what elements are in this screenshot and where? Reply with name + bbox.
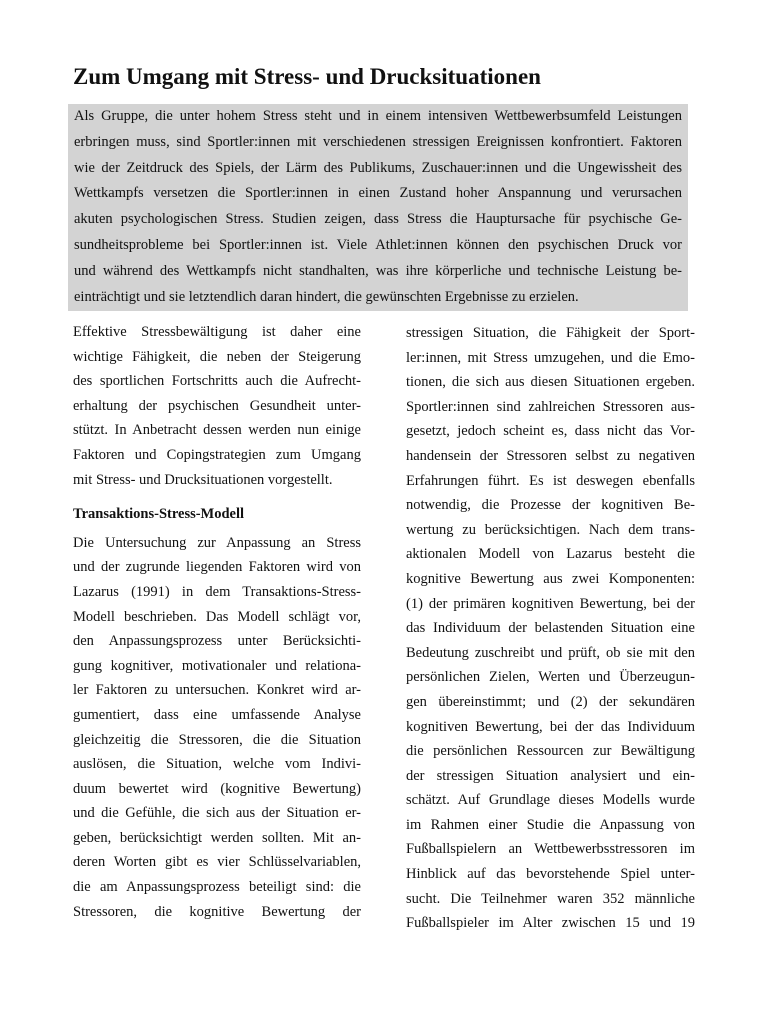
abstract-box: [68, 104, 688, 311]
abstract-line: und während des Wettkampfs nicht standhalten, was ihre körperliche und technische Leistung be-: [74, 262, 682, 279]
abstract-line: erbringen muss, sind Sportler:innen mit verschiedenen stressigen Ereignissen konfrontiert. Faktoren: [74, 133, 682, 150]
text-line: Faktoren und Copingstrategien zum Umgang: [73, 446, 361, 463]
text-line: des sportlichen Fortschritts auch die Aufrecht-: [73, 373, 361, 390]
text-line: Fußballspielern an Wettbewerbsstressoren im: [406, 841, 695, 858]
text-line: tionen, die sich aus diesen Situationen ergeben.: [406, 374, 695, 391]
text-line: Modell beschrieben. Das Modell schlägt vor,: [73, 608, 361, 625]
text-line: stützt. In Anbetracht dessen werden nun einige: [73, 422, 361, 439]
text-line: stressigen Situation, die Fähigkeit der Sport-: [406, 325, 695, 341]
section-paragraph: [73, 531, 361, 925]
text-line: Die Untersuchung zur Anpassung an Stress: [73, 534, 361, 551]
text-line: Erfahrungen führt. Es ist deswegen ebenfalls: [406, 472, 695, 489]
text-line: (1) der primären kognitiven Bewertung, bei der: [406, 595, 695, 612]
text-line: kognitiven Bewertung, bei der das Individuum: [406, 718, 695, 735]
text-line: gesetzt, jedoch scheint es, dass nicht das Vor-: [406, 423, 695, 440]
text-line: mit Stress- und Drucksituationen vorgestellt.: [73, 471, 333, 488]
text-line: und die Gefühle, die sich aus der Situation er-: [73, 805, 361, 822]
text-line: handensein der Stressoren selbst zu negativen: [406, 447, 695, 464]
abstract-line: wie der Zeitdruck des Spiels, der Lärm des Publikums, Zuschauer:innen und die Ungewissheit des: [74, 159, 682, 176]
text-line: den Anpassungsprozess unter Berücksichti-: [73, 633, 361, 650]
text-line: Stressoren, die kognitive Bewertung der: [73, 903, 361, 920]
text-line: Sportler:innen sind zahlreichen Stressoren aus-: [406, 398, 695, 415]
text-line: im Rahmen einer Studie die Anpassung von: [406, 816, 695, 833]
page-title: Zum Umgang mit Stress- und Drucksituationen: [73, 64, 541, 89]
text-line: gleichzeitig die Stressoren, die die Situation: [73, 731, 361, 748]
text-line: die persönlichen Ressourcen zur Bewältigung: [406, 743, 695, 760]
text-line: gung kognitiver, motivationaler und relationa-: [73, 657, 361, 674]
abstract-line: Wettkampfs versetzen die Sportler:innen in einen Zustand hoher Anspannung und verursachen: [74, 185, 682, 202]
text-line: gumentiert, dass eine umfassende Analyse: [73, 706, 361, 723]
text-line: geben, berücksichtigt werden sollten. Mit an-: [73, 829, 361, 846]
text-line: persönlichen Zielen, Werten und Überzeugun-: [406, 669, 695, 686]
text-line: wertung zu berücksichtigen. Nach dem trans-: [406, 521, 695, 538]
text-line: der stressigen Situation analysiert und ein-: [406, 767, 695, 784]
text-line: deren Worten gibt es vier Schlüsselvariablen,: [73, 854, 361, 871]
left-column: [73, 320, 361, 924]
abstract-line: akuten psychologischen Stress. Studien zeigen, dass Stress die Hauptursache für psychische Ge-: [74, 211, 682, 228]
text-line: erhaltung der psychischen Gesundheit unter-: [73, 397, 361, 414]
text-line: notwendig, die Prozesse der kognitiven Be-: [406, 497, 695, 514]
text-line: Lazarus (1991) in dem Transaktions-Stress-: [73, 583, 361, 600]
text-line: duum bewertet wird (kognitive Bewertung): [73, 780, 361, 797]
abstract-line: Als Gruppe, die unter hohem Stress steht und in einem intensiven Wettbewerbsumfeld Leistungen: [74, 108, 682, 124]
text-line: schätzt. Auf Grundlage dieses Modells wurde: [406, 792, 695, 809]
text-line: Fußballspieler im Alter zwischen 15 und 19: [406, 915, 695, 932]
text-line: wichtige Fähigkeit, die neben der Steigerung: [73, 348, 361, 365]
intro-paragraph: [73, 320, 361, 492]
text-line: Effektive Stressbewältigung ist daher eine: [73, 324, 361, 340]
abstract-line: sundheitsprobleme bei Sportler:innen ist. Viele Athlet:innen können den psychischen Druck vor: [74, 236, 682, 253]
text-line: aktionalen Modell von Lazarus besteht die: [406, 546, 695, 563]
abstract-line: einträchtigt und sie letztendlich daran hindert, die gewünschten Ergebnisse zu erzielen.: [74, 288, 579, 305]
text-line: ler Faktoren zu untersuchen. Konkret wird ar-: [73, 682, 361, 699]
text-line: sucht. Die Teilnehmer waren 352 männliche: [406, 890, 695, 907]
right-column: [406, 321, 695, 936]
text-line: die am Anpassungsprozess beteiligt sind: die: [73, 879, 361, 896]
text-line: kognitive Bewertung aus zwei Komponenten:: [406, 570, 695, 587]
text-line: das Individuum der belastenden Situation eine: [406, 620, 695, 637]
text-line: gen übereinstimmt; und (2) der sekundären: [406, 693, 695, 710]
text-line: Hinblick auf das bevorstehende Spiel unter-: [406, 866, 695, 883]
section-heading: Transaktions-Stress-Modell: [73, 506, 245, 523]
text-line: auslösen, die Situation, welche vom Indivi-: [73, 756, 361, 773]
text-line: und der zugrunde liegenden Faktoren wird von: [73, 559, 361, 576]
text-line: ler:innen, mit Stress umzugehen, und die Emo-: [406, 349, 695, 366]
text-line: Bedeutung zuschreibt und prüft, ob sie mit den: [406, 644, 695, 661]
